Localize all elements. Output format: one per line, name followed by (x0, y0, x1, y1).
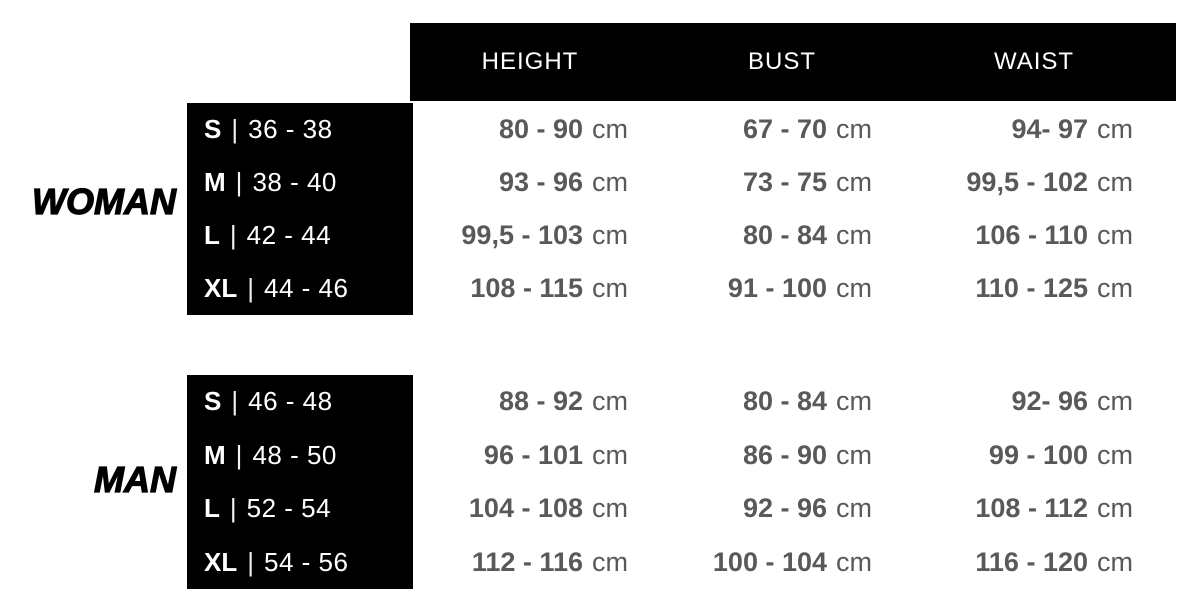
measurement-value: 99 - 100 (988, 439, 1088, 470)
column-header-waist: WAIST (993, 48, 1075, 75)
woman-bust-column (657, 103, 872, 315)
measurement-value: 80 - 84 (742, 220, 827, 250)
size-letter: XL (204, 273, 238, 303)
measurement-unit: cm (1097, 167, 1133, 197)
measurement-unit: cm (836, 386, 872, 417)
waist-cell (898, 103, 1133, 156)
size-separator: | (231, 386, 239, 417)
woman-size-column (187, 103, 413, 315)
size-eu-range: 38 - 40 (252, 167, 337, 197)
man-height-column (413, 375, 628, 589)
size-letter: M (204, 167, 226, 197)
bust-cell (657, 262, 872, 315)
size-row (204, 103, 413, 156)
size-eu-range: 44 - 46 (264, 273, 349, 303)
man-size-column (187, 375, 413, 589)
size-letter: L (204, 220, 220, 250)
size-eu-range: 54 - 56 (264, 546, 349, 577)
measurement-unit: cm (1097, 220, 1133, 250)
measurement-value: 110 - 125 (975, 273, 1088, 303)
measurement-value: 112 - 116 (471, 546, 583, 577)
size-row (204, 429, 413, 483)
measurement-value: 88 - 92 (498, 386, 583, 417)
height-cell (413, 429, 628, 483)
woman-height-column (413, 103, 628, 315)
size-letter: L (204, 493, 220, 524)
measurement-value: 73 - 75 (742, 167, 827, 197)
measurement-unit: cm (836, 114, 872, 144)
measurement-value: 91 - 100 (727, 273, 827, 303)
measurement-unit: cm (592, 493, 628, 524)
height-cell (413, 103, 628, 156)
size-eu-range: 46 - 48 (248, 386, 333, 417)
measurement-unit: cm (836, 546, 872, 577)
waist-cell (898, 375, 1133, 429)
size-row (204, 209, 413, 262)
measurement-unit: cm (836, 167, 872, 197)
size-eu-range: 52 - 54 (246, 493, 332, 524)
measurement-value: 93 - 96 (498, 167, 583, 197)
bust-cell (657, 209, 872, 262)
measurement-value: 80 - 84 (742, 386, 827, 417)
measurement-unit: cm (1097, 439, 1133, 470)
height-cell (413, 375, 628, 429)
table-header-bar (410, 23, 1176, 101)
measurement-unit: cm (592, 220, 628, 250)
measurement-unit: cm (1097, 493, 1133, 524)
waist-cell (898, 156, 1133, 209)
size-row (204, 536, 413, 590)
size-row (204, 482, 413, 536)
measurement-unit: cm (592, 114, 628, 144)
man-waist-column (898, 375, 1133, 589)
measurement-value: 108 - 115 (470, 273, 583, 303)
bust-cell (657, 103, 872, 156)
measurement-unit: cm (836, 273, 872, 303)
measurement-value: 92- 96 (1011, 386, 1088, 417)
measurement-unit: cm (592, 546, 628, 577)
measurement-value: 94- 97 (1011, 114, 1088, 144)
measurement-unit: cm (836, 493, 872, 524)
measurement-value: 92 - 96 (742, 493, 827, 524)
size-separator: | (247, 273, 254, 303)
height-cell (413, 536, 628, 590)
measurement-unit: cm (1097, 273, 1133, 303)
measurement-value: 104 - 108 (468, 493, 583, 524)
measurement-unit: cm (836, 220, 872, 250)
measurement-value: 86 - 90 (742, 439, 827, 470)
size-separator: | (229, 220, 237, 250)
woman-waist-column (898, 103, 1133, 315)
column-header-height: HEIGHT (481, 48, 579, 75)
bust-cell (657, 429, 872, 483)
height-cell (413, 156, 628, 209)
size-row (204, 375, 413, 429)
size-row (204, 262, 413, 315)
waist-cell (898, 262, 1133, 315)
measurement-value: 96 - 101 (483, 439, 583, 470)
measurement-unit: cm (592, 273, 628, 303)
measurement-value: 67 - 70 (742, 114, 827, 144)
measurement-value: 116 - 120 (975, 546, 1088, 577)
size-separator: | (235, 167, 243, 197)
height-cell (413, 209, 628, 262)
size-eu-range: 48 - 50 (252, 439, 337, 470)
size-eu-range: 42 - 44 (246, 220, 332, 250)
bust-cell (657, 482, 872, 536)
bust-cell (657, 156, 872, 209)
measurement-value: 100 - 104 (712, 546, 827, 577)
size-separator: | (231, 114, 239, 144)
measurement-value: 108 - 112 (975, 493, 1088, 524)
measurement-unit: cm (1097, 386, 1133, 417)
size-letter: M (204, 439, 226, 470)
measurement-value: 99,5 - 102 (966, 167, 1088, 197)
size-separator: | (229, 493, 237, 524)
size-row (204, 156, 413, 209)
column-header-bust: BUST (747, 48, 817, 75)
waist-cell (898, 536, 1133, 590)
waist-cell (898, 209, 1133, 262)
man-bust-column (657, 375, 872, 589)
size-eu-range: 36 - 38 (248, 114, 333, 144)
measurement-unit: cm (592, 386, 628, 417)
group-label-woman: WOMAN (32, 181, 176, 222)
measurement-value: 80 - 90 (498, 114, 583, 144)
measurement-value: 106 - 110 (975, 220, 1088, 250)
size-letter: S (204, 114, 222, 144)
group-label-man: MAN (94, 459, 176, 500)
size-letter: S (204, 386, 222, 417)
measurement-unit: cm (836, 439, 872, 470)
waist-cell (898, 429, 1133, 483)
measurement-unit: cm (1097, 546, 1133, 577)
bust-cell (657, 375, 872, 429)
size-letter: XL (204, 546, 238, 577)
measurement-unit: cm (592, 167, 628, 197)
height-cell (413, 262, 628, 315)
size-separator: | (235, 439, 243, 470)
height-cell (413, 482, 628, 536)
measurement-unit: cm (592, 439, 628, 470)
waist-cell (898, 482, 1133, 536)
size-separator: | (247, 546, 254, 577)
measurement-value: 99,5 - 103 (461, 220, 583, 250)
measurement-unit: cm (1097, 114, 1133, 144)
bust-cell (657, 536, 872, 590)
